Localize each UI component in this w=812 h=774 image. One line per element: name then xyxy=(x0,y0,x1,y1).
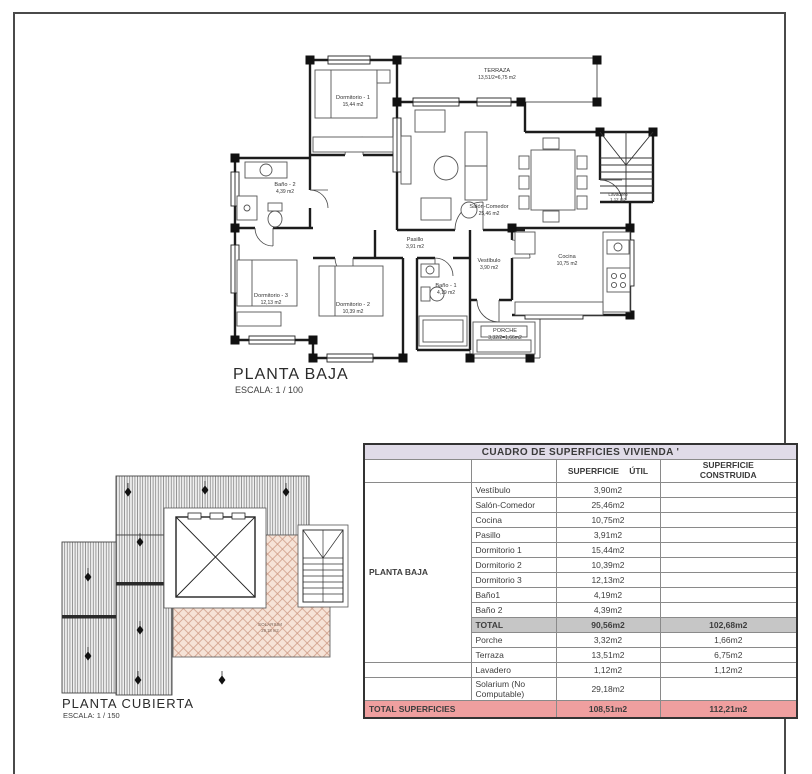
label-dormitorio2-area: 10,39 m2 xyxy=(342,309,364,315)
empty-group-cell xyxy=(364,677,471,700)
constr-cell xyxy=(660,587,797,602)
constr-cell xyxy=(660,557,797,572)
wardrobe-dormitorio1 xyxy=(313,137,393,152)
label-terraza-area: 13,51/2=6,75 m2 xyxy=(478,75,516,81)
planta-baja-caption: PLANTA BAJA xyxy=(233,366,349,383)
util-cell: 29,18m2 xyxy=(556,677,660,700)
roof-plan-planta-cubierta xyxy=(30,460,350,710)
table-title: CUADRO DE SUPERFICIES VIVIENDA ' xyxy=(364,444,797,460)
room-name-cell: Salón-Comedor xyxy=(471,497,556,512)
constr-cell xyxy=(660,482,797,497)
constr-cell xyxy=(660,572,797,587)
table-header-row xyxy=(364,460,797,483)
room-name-cell: Vestíbulo xyxy=(471,482,556,497)
util-cell: 13,51m2 xyxy=(556,647,660,662)
label-dormitorio3: Dormitorio - 3 xyxy=(254,293,288,299)
label-dormitorio3-area: 12,13 m2 xyxy=(260,300,282,306)
dining-table xyxy=(519,138,587,222)
util-cell: 3,90m2 xyxy=(556,482,660,497)
label-porche: PORCHE xyxy=(493,328,517,334)
grand-total-constr: 112,21m2 xyxy=(660,700,797,718)
surfaces-table xyxy=(363,443,796,719)
label-cocina: Cocina xyxy=(558,254,576,260)
room-name-cell: Porche xyxy=(471,632,556,647)
util-cell: 10,39m2 xyxy=(556,557,660,572)
util-cell: 3,91m2 xyxy=(556,527,660,542)
header-superficie-util: SUPERFICIE ÚTIL xyxy=(556,460,660,483)
constr-cell: 6,75m2 xyxy=(660,647,797,662)
sheet-frame-left xyxy=(13,12,15,774)
room-name-cell: Terraza xyxy=(471,647,556,662)
label-dormitorio1-area: 15,44 m2 xyxy=(342,102,364,108)
table-title-row xyxy=(364,444,797,460)
util-cell: 1,12m2 xyxy=(556,662,660,677)
room-name-cell: Lavadero xyxy=(471,662,556,677)
svg-text:SOLARIUM: SOLARIUM xyxy=(258,622,282,627)
furniture xyxy=(237,70,653,354)
header-empty-1 xyxy=(364,460,471,483)
header-empty-2 xyxy=(471,460,556,483)
util-cell: 4,19m2 xyxy=(556,587,660,602)
constr-cell xyxy=(660,527,797,542)
table-row xyxy=(364,662,797,677)
room-name-cell: Baño1 xyxy=(471,587,556,602)
constr-cell xyxy=(660,497,797,512)
util-cell: 12,13m2 xyxy=(556,572,660,587)
util-cell: 4,39m2 xyxy=(556,602,660,617)
label-salon: Salón-Comedor xyxy=(469,204,509,210)
label-terraza: TERRAZA xyxy=(483,68,511,74)
label-dormitorio1: Dormitorio - 1 xyxy=(336,95,370,101)
solarium-label xyxy=(258,622,282,633)
empty-group-cell xyxy=(364,662,471,677)
constr-cell: 1,66m2 xyxy=(660,632,797,647)
planta-cubierta-scale: ESCALA: 1 / 150 xyxy=(63,711,120,720)
header-superficie-construida: SUPERFICIE CONSTRUIDA xyxy=(660,460,797,483)
skylight-tower xyxy=(176,513,255,597)
constr-cell xyxy=(660,677,797,700)
total-util-cell: 90,56m2 xyxy=(556,617,660,632)
label-porche-area: 3,32/2=1,66m2 xyxy=(488,335,522,341)
roof-stairs xyxy=(298,525,348,607)
bathroom1-fixtures xyxy=(419,264,467,346)
label-bano1-area: 4,19 m2 xyxy=(436,290,456,296)
table-row xyxy=(364,482,797,497)
group-planta-baja: PLANTA BAJA xyxy=(364,482,471,662)
grand-total-label: TOTAL SUPERFICIES xyxy=(364,700,556,718)
room-name-cell: Dormitorio 3 xyxy=(471,572,556,587)
constr-cell: 1,12m2 xyxy=(660,662,797,677)
constr-cell xyxy=(660,602,797,617)
label-pasillo: Pasillo xyxy=(406,237,424,243)
room-name-cell: Solarium (No Computable) xyxy=(471,677,556,700)
constr-cell xyxy=(660,512,797,527)
label-bano1: Baño - 1 xyxy=(435,283,457,289)
floor-plan-planta-baja xyxy=(225,40,690,380)
room-name-cell: Dormitorio 1 xyxy=(471,542,556,557)
total-label-cell: TOTAL xyxy=(471,617,556,632)
table-row xyxy=(364,677,797,700)
label-lavadero-area: 1,12 m2 xyxy=(610,197,626,202)
label-bano2-area: 4,39 m2 xyxy=(275,189,295,195)
util-cell: 10,75m2 xyxy=(556,512,660,527)
kitchen-fixtures xyxy=(515,232,630,315)
label-vestibulo-area: 3,90 m2 xyxy=(479,265,499,271)
grand-total-row xyxy=(364,700,797,718)
label-vestibulo: Vestíbulo xyxy=(477,258,501,264)
svg-text:29,18 m2: 29,18 m2 xyxy=(261,628,279,633)
stairs xyxy=(600,132,653,200)
label-salon-area: 25,46 m2 xyxy=(478,211,500,217)
util-cell: 15,44m2 xyxy=(556,542,660,557)
label-lavadero: Lavadero xyxy=(608,192,628,197)
bed-dormitorio1 xyxy=(315,70,390,118)
util-cell: 3,32m2 xyxy=(556,632,660,647)
util-cell: 25,46m2 xyxy=(556,497,660,512)
constr-cell xyxy=(660,542,797,557)
room-name-cell: Dormitorio 2 xyxy=(471,557,556,572)
label-cocina-area: 10,75 m2 xyxy=(556,261,578,267)
room-name-cell: Pasillo xyxy=(471,527,556,542)
grand-total-util: 108,51m2 xyxy=(556,700,660,718)
sheet-frame-top xyxy=(13,12,785,14)
room-name-cell: Cocina xyxy=(471,512,556,527)
label-bano2: Baño - 2 xyxy=(274,182,296,188)
planta-cubierta-caption: PLANTA CUBIERTA xyxy=(62,696,195,711)
label-pasillo-area: 3,91 m2 xyxy=(405,244,425,250)
room-name-cell: Baño 2 xyxy=(471,602,556,617)
planta-baja-scale: ESCALA: 1 / 100 xyxy=(235,385,304,395)
label-dormitorio2: Dormitorio - 2 xyxy=(336,302,370,308)
total-constr-cell: 102,68m2 xyxy=(660,617,797,632)
